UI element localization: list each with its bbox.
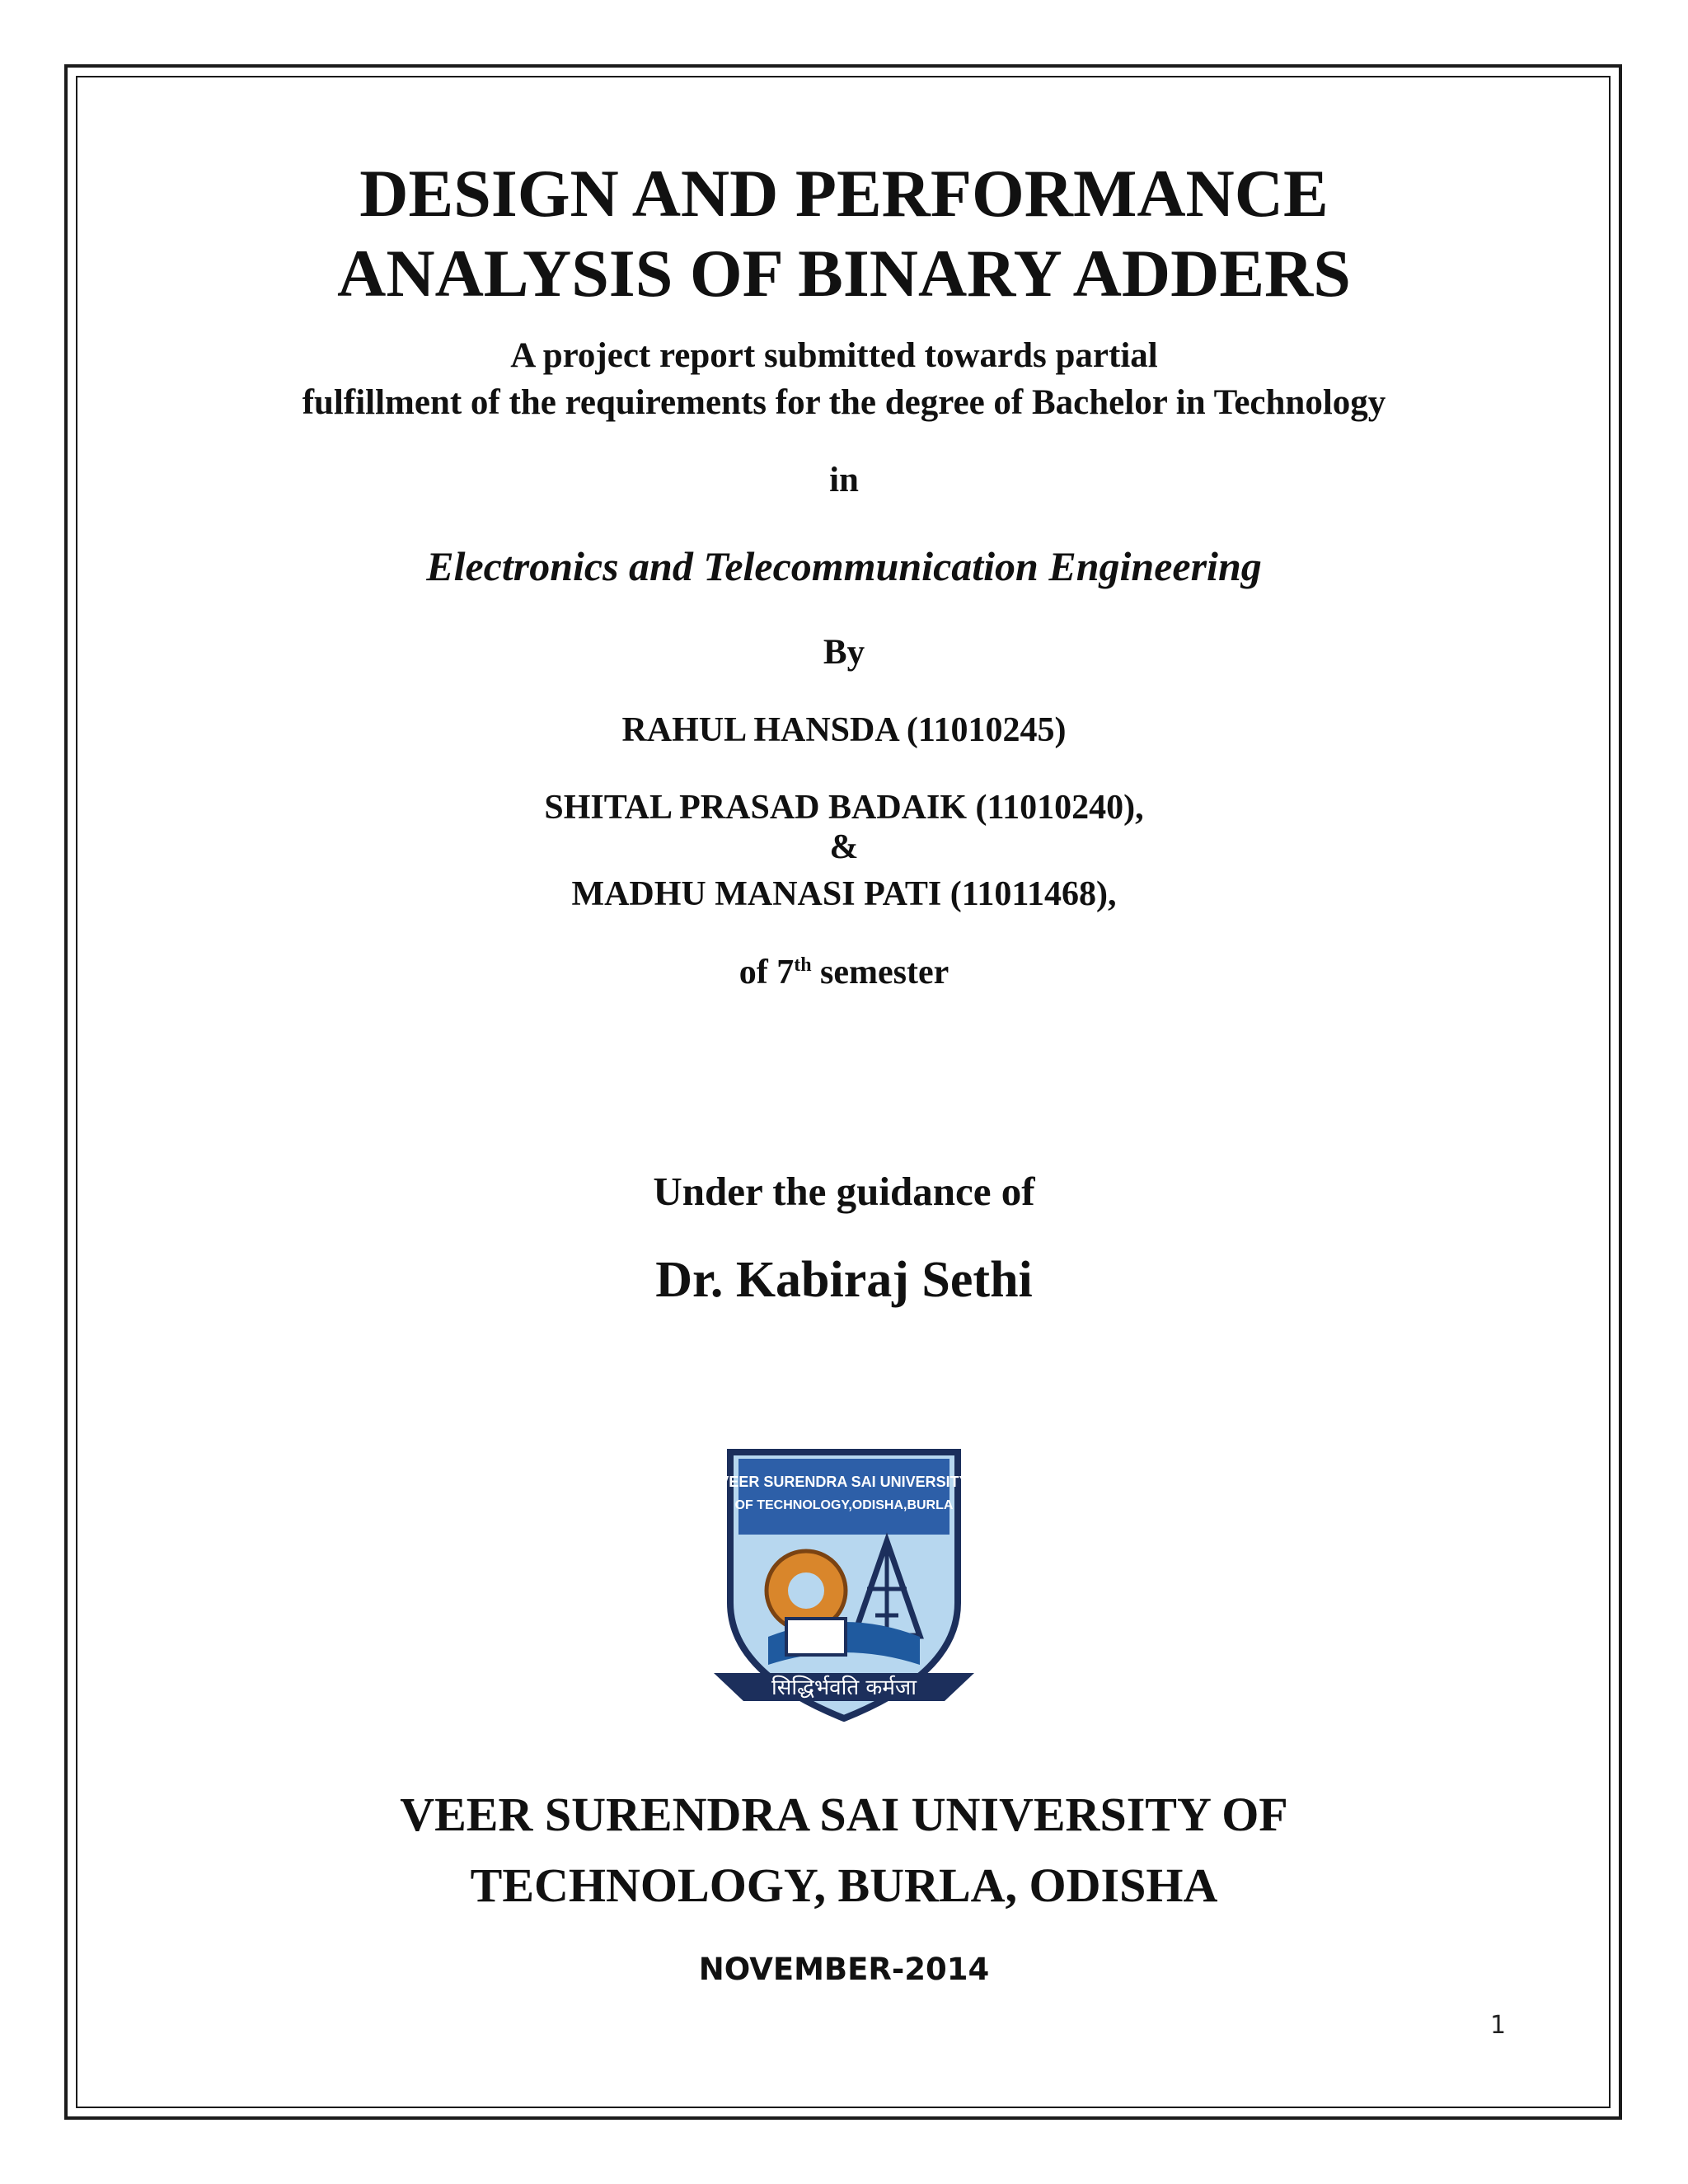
author-1: RAHUL HANSDA (11010245) xyxy=(621,711,1067,749)
semester-suffix: semester xyxy=(811,954,950,991)
logo-motto-text: सिद्धिर्भवति कर्मजा xyxy=(771,1675,917,1700)
semester-text xyxy=(0,946,1688,991)
university-line-2: TECHNOLOGY, BURLA, ODISHA xyxy=(470,1858,1218,1912)
report-title-line-2: ANALYSIS OF BINARY ADDERS xyxy=(337,236,1351,311)
subtitle-line-2: fulfillment of the requirements for the degree of Bachelor in Technology xyxy=(302,383,1386,422)
gear-center-icon xyxy=(788,1572,824,1609)
submission-date: NOVEMBER-2014 xyxy=(698,1952,990,1987)
book-icon xyxy=(786,1619,846,1655)
logo-banner-top-text: VEER SURENDRA SAI UNIVERSITY xyxy=(719,1474,969,1490)
university-line-1: VEER SURENDRA SAI UNIVERSITY OF xyxy=(400,1788,1288,1841)
author-2: SHITAL PRASAD BADAIK (11010240), xyxy=(544,789,1144,827)
in-text: in xyxy=(829,461,859,499)
by-text: By xyxy=(823,633,865,672)
semester-prefix: of 7 xyxy=(738,954,795,991)
page-number: 1 xyxy=(1490,2011,1507,2040)
guide-name: Dr. Kabiraj Sethi xyxy=(655,1252,1033,1308)
university-crest-icon xyxy=(714,1434,974,1731)
university-crest-svg xyxy=(714,1434,974,1731)
shield-banner xyxy=(738,1459,950,1535)
report-title-line-1: DESIGN AND PERFORMANCE xyxy=(359,156,1329,231)
semester-superscript: th xyxy=(794,954,812,976)
logo-banner-bottom-text: OF TECHNOLOGY,ODISHA,BURLA xyxy=(734,1498,954,1512)
guidance-label: Under the guidance of xyxy=(653,1169,1035,1214)
author-3: MADHU MANASI PATI (11011468), xyxy=(571,875,1117,913)
subtitle-line-1: A project report submitted towards partial xyxy=(510,336,1158,375)
author-ampersand: & xyxy=(829,828,859,866)
department-name: Electronics and Telecommunication Engineering xyxy=(426,543,1262,589)
